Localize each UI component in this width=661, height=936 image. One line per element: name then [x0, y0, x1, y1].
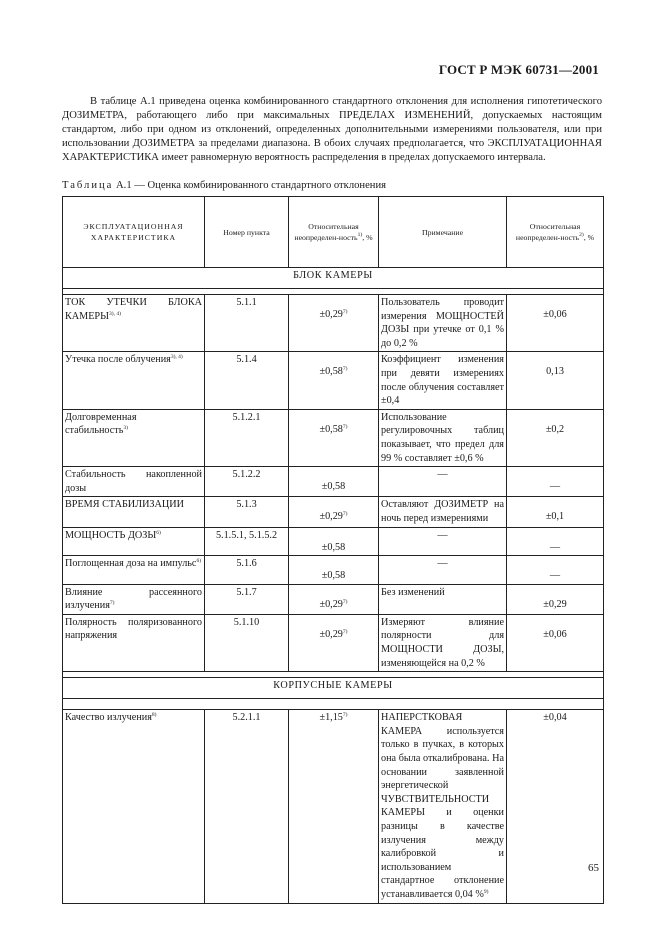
note-text: —: [437, 558, 448, 570]
uncertainty-1-value: ±0,29: [319, 511, 343, 523]
footnote-ref: 7): [342, 598, 348, 605]
cell-uncertainty-1: [289, 556, 379, 585]
section-row: [63, 268, 604, 289]
uncertainty-1-value: ±0,29: [319, 309, 343, 320]
cell-characteristic: [63, 352, 205, 409]
footnote-ref: 3), 4): [108, 310, 121, 317]
table-header-row: [63, 197, 604, 268]
cell-note: [379, 614, 507, 671]
cell-uncertainty-1: [289, 584, 379, 614]
spacer-cell: [63, 699, 604, 710]
cell-uncertainty-2: ±0,1: [507, 497, 604, 527]
uncertainty-1-value: ±1,15: [319, 712, 343, 724]
characteristic-text: ТОК УТЕЧКИ БЛОКА КАМЕРЫ: [65, 297, 202, 322]
table-caption-number: А.1: [116, 180, 132, 191]
table-caption: [62, 180, 386, 191]
cell-item: 5.2.1.1: [205, 710, 289, 903]
note-text: —: [437, 529, 448, 541]
cell-characteristic: [63, 584, 205, 614]
uncertainty-1-value: ±0,58: [321, 541, 346, 553]
cell-characteristic: [63, 409, 205, 466]
characteristic-text: Влияние рассеянного излучения: [65, 586, 202, 612]
note-text: НАПЕРСТКОВАЯ КАМЕРА используется только в пучках, в которых она была откалибрована. На основании заявленной энергетической ЧУВСТВИТЕЛЬНОСТИ КАМЕРЫ и оценки разницы в качестве излучения между калибровкой и использованием стандартное отклонение устанавливается 0,04 %: [381, 712, 504, 900]
note-text: Использование регулировочных таблиц показывает, что предел для 99 % составляет ±0,6 %: [381, 411, 504, 464]
cell-note: [379, 352, 507, 409]
header-uncertainty-1-sup: 1): [357, 232, 363, 238]
cell-item: 5.1.1: [205, 295, 289, 352]
cell-note: [379, 467, 507, 497]
footnote-ref: 7): [342, 309, 348, 315]
characteristic-text: Долговременная стабильность: [65, 411, 137, 437]
note-text: Измеряют влияние полярности для МОЩНОСТИ ДОЗЫ, изменяющейся на 0,2 %: [381, 616, 504, 669]
table-caption-label: Таблица: [62, 180, 114, 191]
cell-characteristic: [63, 614, 205, 671]
footnote-ref: 7): [342, 366, 348, 373]
uncertainty-1-value: ±0,29: [319, 628, 343, 640]
table-row: [63, 467, 604, 497]
header-characteristic: ЭКСПЛУАТАЦИОННАЯ ХАРАКТЕРИСТИКА: [63, 197, 205, 268]
header-item: Номер пункта: [205, 197, 289, 268]
cell-item: 5.1.2.1: [205, 409, 289, 466]
cell-uncertainty-1: [289, 527, 379, 556]
note-text: Оставляют ДОЗИМЕТР на ночь перед измерениями: [381, 499, 504, 524]
footnote-ref: 6): [196, 558, 202, 565]
cell-characteristic: [63, 295, 205, 352]
cell-uncertainty-1: [289, 352, 379, 409]
table-caption-text: — Оценка комбинированного стандартного отклонения: [131, 180, 386, 191]
characteristic-text: Поглощенная доза на импульс: [65, 558, 197, 570]
cell-uncertainty-2: 0,13: [507, 352, 604, 409]
footnote-ref: 7): [109, 600, 115, 607]
uncertainty-1-value: ±0,58: [319, 366, 343, 378]
cell-item: 5.1.10: [205, 614, 289, 671]
cell-note: [379, 295, 507, 352]
footnote-ref: 7): [342, 712, 348, 719]
cell-characteristic: [63, 467, 205, 497]
footnote-ref: 7): [342, 628, 348, 635]
cell-characteristic: [63, 556, 205, 585]
header-uncertainty-1-text: Относительная неопределен-ность: [294, 222, 359, 242]
page-number: 65: [588, 862, 599, 874]
cell-uncertainty-1: [289, 295, 379, 352]
cell-note: [379, 497, 507, 527]
cell-item: 5.1.6: [205, 556, 289, 585]
cell-uncertainty-1: [289, 614, 379, 671]
note-text: Без изменений: [381, 586, 445, 598]
cell-note: [379, 409, 507, 466]
cell-characteristic: [63, 497, 205, 527]
characteristic-text: ВРЕМЯ СТАБИЛИЗАЦИИ: [65, 499, 184, 511]
cell-uncertainty-2: ±0,2: [507, 409, 604, 466]
cell-uncertainty-2: ±0,04: [507, 710, 604, 903]
cell-uncertainty-1: [289, 497, 379, 527]
characteristic-text: Полярность поляризованного напряжения: [65, 616, 202, 642]
uncertainty-1-value: ±0,58: [319, 423, 343, 435]
table-row: [63, 497, 604, 527]
cell-uncertainty-2: ±0,06: [507, 614, 604, 671]
characteristic-text: Стабильность накопленной дозы: [65, 469, 202, 494]
section-row: [63, 678, 604, 699]
uncertainty-table: [62, 196, 604, 904]
cell-item: 5.1.5.1, 5.1.5.2: [205, 527, 289, 556]
cell-note: [379, 527, 507, 556]
footnote-ref: 3), 4): [170, 354, 183, 361]
cell-uncertainty-2: ±0,29: [507, 584, 604, 614]
uncertainty-1-value: ±0,58: [321, 570, 346, 582]
cell-characteristic: [63, 527, 205, 556]
section-housing-chambers: КОРПУСНЫЕ КАМЕРЫ: [63, 678, 604, 699]
cell-item: 5.1.3: [205, 497, 289, 527]
footnote-ref: 9): [483, 888, 489, 895]
table-row: [63, 409, 604, 466]
header-uncertainty-1-unit: , %: [362, 233, 373, 242]
spacer-row: [63, 699, 604, 710]
cell-characteristic: [63, 710, 205, 903]
table-row: [63, 710, 604, 903]
footnote-ref: 7): [342, 423, 348, 430]
table-row: [63, 352, 604, 409]
cell-note: [379, 584, 507, 614]
cell-item: 5.1.4: [205, 352, 289, 409]
intro-paragraph: В таблице А.1 приведена оценка комбинированного стандартного отклонения для исполнения гипотетического ДОЗИМЕТРА, работающего либо при максимальных ПРЕДЕЛАХ ИЗМЕНЕНИЙ, допускаемых настоящим стандартом, либо при одном из отклонений, определенных дополнительными измерениями пользователя, или при использовании ДОЗИМЕТРА за пределами диапазона. В обоих случаях предполагается, что ЭКСПЛУАТАЦИОННАЯ ХАРАКТЕРИСТИКА имеет равномерную вероятность распределения в пределах допускаемого интервала.: [62, 96, 602, 163]
cell-item: 5.1.7: [205, 584, 289, 614]
table-row: [63, 584, 604, 614]
characteristic-text: МОЩНОСТЬ ДОЗЫ: [65, 529, 157, 541]
cell-uncertainty-1: [289, 710, 379, 903]
cell-uncertainty-1: [289, 467, 379, 497]
header-note: Примечание: [379, 197, 507, 268]
characteristic-text: Качество излучения: [65, 712, 152, 724]
cell-uncertainty-1: [289, 409, 379, 466]
document-header: ГОСТ Р МЭК 60731—2001: [438, 62, 599, 77]
uncertainty-1-value: ±0,29: [319, 598, 343, 610]
cell-uncertainty-2: —: [507, 556, 604, 585]
footnote-ref: 8): [151, 712, 157, 719]
header-uncertainty-2-text: Относительная неопределен-ность: [515, 222, 581, 242]
table-row: [63, 527, 604, 556]
footnote-ref: 3): [123, 425, 128, 432]
section-chamber-unit: БЛОК КАМЕРЫ: [63, 268, 604, 289]
footnote-ref: 7): [342, 511, 348, 518]
note-text: Пользователь проводит измерения МОЩНОСТЕЙ ДОЗЫ при утечке от 0,1 % до 0,2 %: [381, 297, 504, 349]
cell-uncertainty-2: ±0,06: [507, 295, 604, 352]
footnote-ref: 6): [156, 529, 161, 536]
cell-note: [379, 710, 507, 903]
uncertainty-1-value: ±0,58: [321, 481, 346, 493]
characteristic-text: Утечка после облучения: [65, 354, 171, 366]
header-uncertainty-1: [289, 197, 379, 268]
cell-item: 5.1.2.2: [205, 467, 289, 497]
cell-uncertainty-2: —: [507, 467, 604, 497]
cell-note: [379, 556, 507, 585]
header-uncertainty-2: [507, 197, 604, 268]
header-uncertainty-2-sup: 2): [579, 232, 584, 238]
table-row: [63, 295, 604, 352]
table-row: [63, 614, 604, 671]
note-text: —: [437, 469, 448, 481]
header-uncertainty-2-unit: , %: [583, 233, 595, 242]
note-text: Коэффициент изменения при девяти измерениях после облучения составляет ±0,4: [381, 354, 504, 407]
table-row: [63, 556, 604, 585]
cell-uncertainty-2: —: [507, 527, 604, 556]
